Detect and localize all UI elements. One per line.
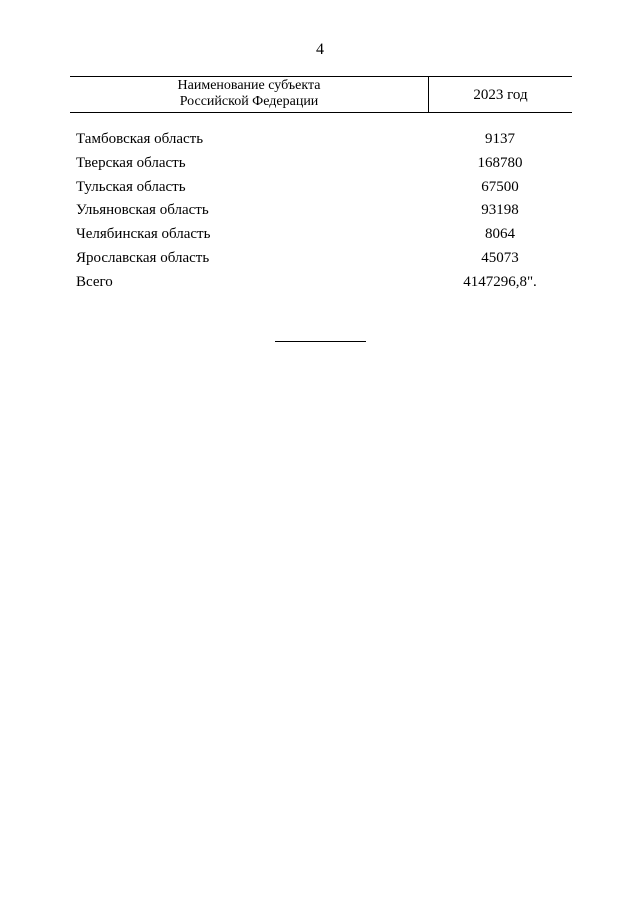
table-row (76, 177, 572, 201)
header-year: 2023 год (473, 87, 528, 103)
row-total-label: Всего (76, 273, 113, 290)
row-region-name: Ярославская область (76, 249, 210, 266)
row-value: 45073 (481, 249, 519, 266)
row-region-name: Тамбовская область (76, 131, 204, 147)
table-row (76, 248, 572, 272)
table-row (76, 129, 572, 153)
table-row (76, 224, 572, 248)
row-region-name: Тульская область (76, 178, 186, 195)
end-separator-line (275, 341, 366, 342)
row-region-name: Челябинская область (76, 226, 211, 243)
row-region-name: Ульяновская область (76, 202, 209, 219)
row-value: 168780 (477, 154, 523, 171)
table-row-total (76, 272, 572, 296)
table-row (76, 200, 572, 224)
header-subject-line-1: Наименование субъекта (177, 78, 321, 93)
header-subject-name (70, 78, 428, 110)
table-header (70, 76, 572, 113)
page-number: 4 (316, 41, 324, 58)
row-total-value: 4147296,8". (463, 273, 537, 290)
row-value: 67500 (481, 178, 519, 195)
row-value: 93198 (481, 202, 519, 219)
table-body (76, 129, 572, 296)
header-subject-line-2: Российской Федерации (179, 94, 319, 109)
row-region-name: Тверская область (76, 154, 186, 171)
row-value: 9137 (485, 131, 515, 147)
row-value: 8064 (485, 226, 515, 243)
table-row (76, 153, 572, 177)
